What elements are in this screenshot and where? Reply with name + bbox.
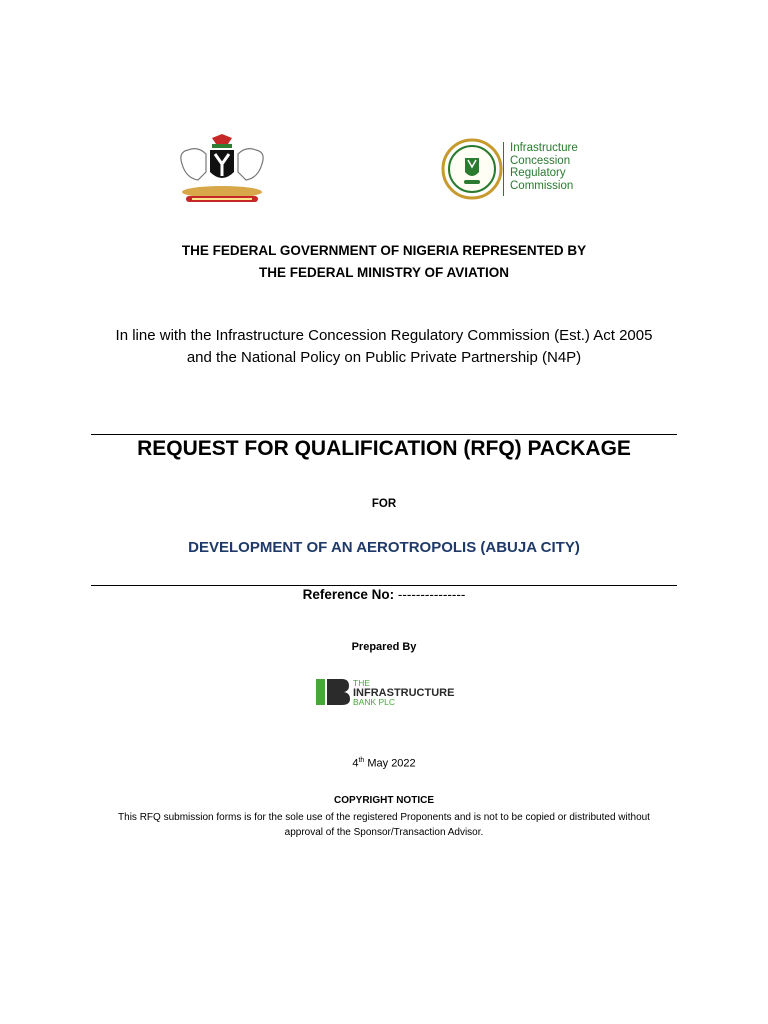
icrc-line: Commission bbox=[510, 179, 574, 192]
copyright-title: COPYRIGHT NOTICE bbox=[333, 795, 434, 806]
issue-date bbox=[0, 757, 768, 770]
copyright-notice bbox=[0, 810, 768, 840]
copyright-line: approval of the Sponsor/Transaction Advisor. bbox=[284, 827, 484, 838]
copyright-line: This RFQ submission forms is for the sole use of the registered Proponents and is not to be copied or distributed without bbox=[118, 812, 650, 823]
reference-value: --------------- bbox=[394, 587, 466, 602]
icrc-wordmark bbox=[510, 142, 578, 192]
for-label: FOR bbox=[371, 498, 397, 510]
tib-line: THE bbox=[353, 678, 370, 688]
icrc-line: Concession bbox=[510, 154, 571, 167]
icrc-line: Infrastructure bbox=[510, 142, 578, 154]
logo-divider bbox=[503, 142, 504, 196]
act-statement-line: In line with the Infrastructure Concession Regulatory Commission (Est.) Act 2005 bbox=[115, 327, 653, 344]
date-day: 4 bbox=[352, 757, 359, 770]
reference-label: Reference No: bbox=[302, 587, 395, 602]
tib-line: INFRASTRUCTURE bbox=[353, 687, 455, 699]
government-heading bbox=[0, 240, 768, 284]
infrastructure-bank-logo-icon bbox=[316, 676, 456, 708]
icrc-line: Regulatory bbox=[510, 167, 566, 179]
document-title: REQUEST FOR QUALIFICATION (RFQ) PACKAGE bbox=[137, 437, 631, 460]
project-title: DEVELOPMENT OF AN AEROTROPOLIS (ABUJA CITY) bbox=[188, 539, 580, 556]
act-statement bbox=[0, 325, 768, 369]
government-heading-line: THE FEDERAL MINISTRY OF AVIATION bbox=[258, 265, 509, 280]
government-heading-line: THE FEDERAL GOVERNMENT OF NIGERIA REPRESENTED BY bbox=[181, 243, 587, 258]
prepared-by-label: Prepared By bbox=[351, 641, 417, 653]
tib-line: BANK PLC bbox=[353, 697, 396, 707]
act-statement-line: and the National Policy on Public Private Partnership (N4P) bbox=[186, 349, 582, 366]
nigeria-coat-of-arms-icon bbox=[168, 132, 276, 208]
date-month-year: May 2022 bbox=[364, 757, 416, 770]
date-suffix: th bbox=[358, 757, 365, 764]
reference-number bbox=[0, 586, 768, 604]
